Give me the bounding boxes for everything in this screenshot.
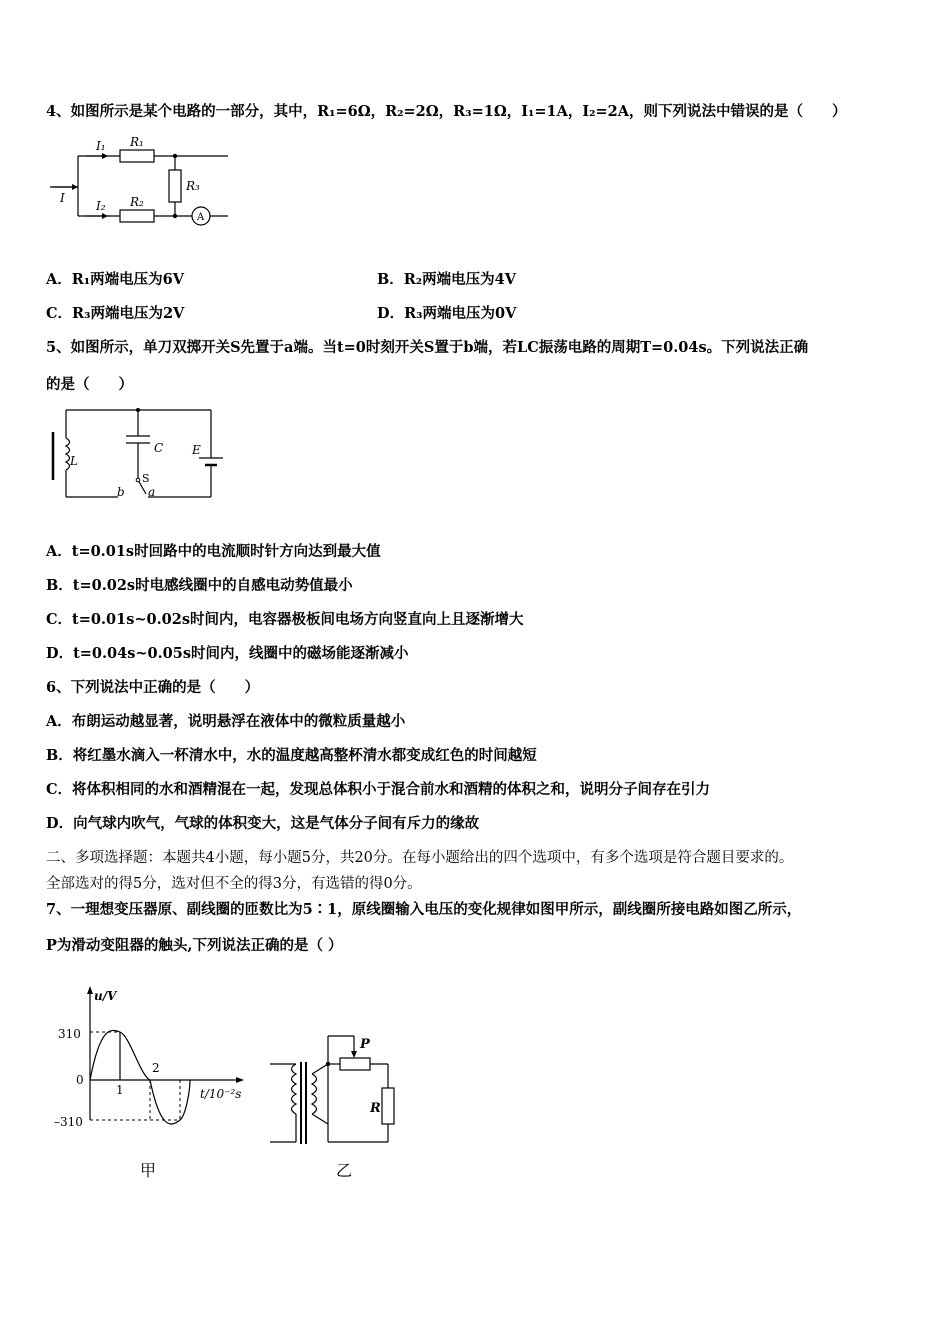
q7-stem-line2: P为滑动变阻器的触头,下列说法正确的是（ ）: [46, 937, 343, 954]
graph-ylabel: u/V: [94, 989, 117, 1003]
q5-stem-line2: 的是（ ）: [46, 376, 133, 393]
q4-option-d: D．R₃两端电压为0V: [377, 305, 517, 322]
slider-p-label: P: [360, 1037, 370, 1052]
q5-option-a: A．t=0.01s时回路中的电流顺时针方向达到最大值: [46, 543, 381, 560]
q5-option-b: B．t=0.02s时电感线圈中的自感电动势值最小: [46, 577, 353, 594]
q6-option-b: B．将红墨水滴入一杯清水中，水的温度越高整杯清水都变成红色的时间越短: [46, 747, 537, 764]
graph-t1-label: 1: [116, 1083, 124, 1097]
capacitor-c-label: C: [154, 441, 164, 455]
inductor-l-label: L: [70, 454, 78, 468]
r1-resistor: [120, 150, 154, 162]
section2-heading-line2: 全部选对的得5分，选对但不全的得3分，有选错的得0分。: [46, 876, 422, 892]
graph-ymin-label: –310: [54, 1115, 83, 1129]
switch-s-label: S: [142, 472, 150, 485]
q5-option-d: D．t=0.04s~0.05s时间内，线圈中的磁场能逐渐减小: [46, 645, 409, 662]
graph-zero-label: 0: [76, 1073, 84, 1087]
graph-caption: 甲: [140, 1161, 157, 1180]
q5-stem-line1: 5、如图所示，单刀双掷开关S先置于a端。当t=0时刻开关S置于b端，若LC振荡电路的周期T=0.04s。下列说法正确: [46, 339, 809, 356]
q4-stem: 4、如图所示是某个电路的一部分，其中，R₁=6Ω，R₂=2Ω，R₃=1Ω，I₁=1A，I₂=2A，则下列说法中错误的是（ ）: [46, 103, 847, 120]
q4-option-b: B．R₂两端电压为4V: [377, 271, 516, 288]
graph-t2-label: 2: [152, 1061, 160, 1075]
circuit-caption: 乙: [336, 1161, 353, 1180]
q5-option-c: C．t=0.01s~0.02s时间内，电容器极板间电场方向竖直向上且逐渐增大: [46, 611, 524, 628]
load-resistor-r: [382, 1088, 394, 1124]
source-e-label: E: [192, 443, 201, 457]
current-i1-label: I₁: [96, 139, 106, 153]
sliding-rheostat: [340, 1058, 370, 1070]
q6-stem: 6、下列说法中正确的是（ ）: [46, 679, 260, 696]
section2-heading-line1: 二、多项选择题：本题共4小题，每小题5分，共20分。在每小题给出的四个选项中，有多个选项是符合题目要求的。: [46, 850, 794, 866]
q6-option-d: D．向气球内吹气，气球的体积变大，这是气体分子间有斥力的缘故: [46, 815, 480, 832]
q4-circuit-figure: [50, 132, 240, 237]
terminal-a-label: a: [148, 485, 156, 499]
current-i-label: I: [60, 191, 65, 205]
q7-stem-line1: 7、一理想变压器原、副线圈的匝数比为5∶1，原线圈输入电压的变化规律如图甲所示，副线圈所接电路如图乙所示，: [46, 901, 802, 918]
q4-option-a: A．R₁两端电压为6V: [46, 271, 184, 288]
graph-ymax-label: 310: [58, 1027, 81, 1041]
r1-label: R₁: [130, 135, 144, 149]
resistor-r-label: R: [370, 1101, 381, 1116]
r2-resistor: [120, 210, 154, 222]
r3-resistor: [169, 170, 181, 202]
r3-label: R₃: [186, 179, 200, 193]
graph-xlabel: t/10⁻²s: [200, 1087, 242, 1101]
q5-lc-circuit-figure: [48, 402, 228, 502]
current-i2-label: I₂: [96, 199, 106, 213]
q7-voltage-graph-figure: [50, 980, 260, 1185]
q6-option-c: C．将体积相同的水和酒精混在一起，发现总体积小于混合前水和酒精的体积之和，说明分子间存在引力: [46, 781, 711, 798]
q6-option-a: A．布朗运动越显著，说明悬浮在液体中的微粒质量越小: [46, 713, 406, 730]
q4-option-c: C．R₃两端电压为2V: [46, 305, 185, 322]
ammeter-label: A: [197, 212, 205, 223]
q7-transformer-circuit-figure: [268, 1024, 418, 1184]
terminal-b-label: b: [117, 485, 125, 499]
r2-label: R₂: [130, 195, 144, 209]
